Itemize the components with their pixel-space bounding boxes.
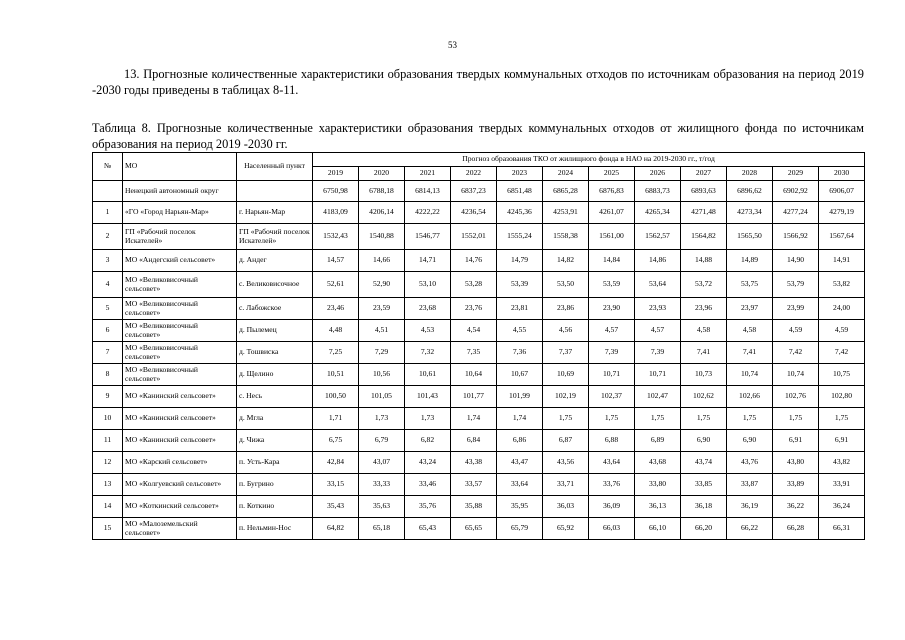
row-value: 4183,09 <box>313 202 359 224</box>
table-row <box>93 496 865 518</box>
row-value: 53,72 <box>681 272 727 298</box>
row-value: 43,80 <box>773 452 819 474</box>
row-number: 6 <box>93 320 123 342</box>
row-value: 64,82 <box>313 518 359 540</box>
row-value: 35,88 <box>451 496 497 518</box>
table-row <box>93 452 865 474</box>
row-value: 6,88 <box>589 430 635 452</box>
row-value: 33,46 <box>405 474 451 496</box>
row-value: 36,19 <box>727 496 773 518</box>
row-value: 33,71 <box>543 474 589 496</box>
row-value: 7,35 <box>451 342 497 364</box>
row-value: 53,28 <box>451 272 497 298</box>
row-value: 65,92 <box>543 518 589 540</box>
row-value: 35,63 <box>359 496 405 518</box>
row-value: 6837,23 <box>451 181 497 202</box>
row-number: 8 <box>93 364 123 386</box>
row-value: 1540,88 <box>359 224 405 250</box>
row-value: 6,90 <box>681 430 727 452</box>
header-year: 2022 <box>451 167 497 181</box>
row-value: 33,76 <box>589 474 635 496</box>
row-value: 65,65 <box>451 518 497 540</box>
row-value: 23,81 <box>497 298 543 320</box>
row-value: 1,75 <box>819 408 865 430</box>
row-value: 14,66 <box>359 250 405 272</box>
row-mo: ГП «Рабочий поселок Искателей» <box>123 224 237 250</box>
table-row <box>93 250 865 272</box>
row-value: 14,71 <box>405 250 451 272</box>
row-value: 101,99 <box>497 386 543 408</box>
row-value: 23,59 <box>359 298 405 320</box>
row-value: 53,79 <box>773 272 819 298</box>
row-value: 1,71 <box>313 408 359 430</box>
row-value: 1,74 <box>451 408 497 430</box>
row-value: 52,61 <box>313 272 359 298</box>
row-mo: МО «Великовисочный сельсовет» <box>123 298 237 320</box>
row-value: 66,22 <box>727 518 773 540</box>
row-value: 6876,83 <box>589 181 635 202</box>
row-value: 43,68 <box>635 452 681 474</box>
row-value: 4261,07 <box>589 202 635 224</box>
row-value: 102,37 <box>589 386 635 408</box>
row-value: 4277,24 <box>773 202 819 224</box>
row-settlement: п. Бугрино <box>237 474 313 496</box>
row-value: 6,91 <box>819 430 865 452</box>
row-number: 7 <box>93 342 123 364</box>
row-value: 6865,28 <box>543 181 589 202</box>
row-value: 6851,48 <box>497 181 543 202</box>
row-settlement: д. Пылемец <box>237 320 313 342</box>
row-value: 33,57 <box>451 474 497 496</box>
row-value: 7,39 <box>635 342 681 364</box>
row-settlement: д. Андег <box>237 250 313 272</box>
row-value: 4,58 <box>727 320 773 342</box>
row-value: 43,38 <box>451 452 497 474</box>
header-year: 2025 <box>589 167 635 181</box>
table-row <box>93 474 865 496</box>
row-value: 4265,34 <box>635 202 681 224</box>
row-value: 7,32 <box>405 342 451 364</box>
row-mo: МО «Коткинский сельсовет» <box>123 496 237 518</box>
row-mo: МО «Канинский сельсовет» <box>123 408 237 430</box>
row-value: 6893,63 <box>681 181 727 202</box>
row-value: 4,55 <box>497 320 543 342</box>
row-value: 14,88 <box>681 250 727 272</box>
row-value: 4236,54 <box>451 202 497 224</box>
row-settlement: с. Несь <box>237 386 313 408</box>
row-value: 1,75 <box>635 408 681 430</box>
row-value: 7,29 <box>359 342 405 364</box>
row-settlement <box>237 181 313 202</box>
row-value: 1,74 <box>497 408 543 430</box>
row-value: 10,61 <box>405 364 451 386</box>
row-value: 4273,34 <box>727 202 773 224</box>
header-year: 2028 <box>727 167 773 181</box>
row-value: 4,48 <box>313 320 359 342</box>
row-number: 5 <box>93 298 123 320</box>
row-value: 1532,43 <box>313 224 359 250</box>
header-year: 2027 <box>681 167 727 181</box>
forecast-table <box>92 152 865 540</box>
row-value: 1552,01 <box>451 224 497 250</box>
row-value: 4206,14 <box>359 202 405 224</box>
row-value: 43,74 <box>681 452 727 474</box>
row-value: 6,90 <box>727 430 773 452</box>
row-value: 14,76 <box>451 250 497 272</box>
table-row <box>93 408 865 430</box>
row-value: 43,76 <box>727 452 773 474</box>
row-value: 36,18 <box>681 496 727 518</box>
row-value: 1562,57 <box>635 224 681 250</box>
row-value: 7,37 <box>543 342 589 364</box>
row-value: 43,24 <box>405 452 451 474</box>
row-value: 33,89 <box>773 474 819 496</box>
row-value: 36,09 <box>589 496 635 518</box>
row-value: 4,58 <box>681 320 727 342</box>
row-value: 6906,07 <box>819 181 865 202</box>
row-value: 7,39 <box>589 342 635 364</box>
row-value: 14,57 <box>313 250 359 272</box>
row-mo: МО «Великовисочный сельсовет» <box>123 342 237 364</box>
row-value: 1546,77 <box>405 224 451 250</box>
row-value: 10,69 <box>543 364 589 386</box>
row-value: 6,84 <box>451 430 497 452</box>
row-settlement: п. Усть-Кара <box>237 452 313 474</box>
row-value: 43,47 <box>497 452 543 474</box>
row-value: 14,84 <box>589 250 635 272</box>
row-value: 10,74 <box>727 364 773 386</box>
table-header-row <box>93 153 865 167</box>
row-value: 14,82 <box>543 250 589 272</box>
row-value: 1,75 <box>681 408 727 430</box>
row-number: 1 <box>93 202 123 224</box>
row-value: 10,74 <box>773 364 819 386</box>
table-caption: Таблица 8. Прогнозные количественные характеристики образования твердых коммунальных отходов от жилищного фонда по источникам образования на период 2019 -2030 гг. <box>92 121 864 151</box>
row-number: 14 <box>93 496 123 518</box>
row-value: 14,89 <box>727 250 773 272</box>
row-value: 6896,62 <box>727 181 773 202</box>
table-row <box>93 342 865 364</box>
header-year: 2019 <box>313 167 359 181</box>
row-value: 65,18 <box>359 518 405 540</box>
row-value: 33,33 <box>359 474 405 496</box>
row-value: 1,75 <box>543 408 589 430</box>
row-mo: МО «Великовисочный сельсовет» <box>123 364 237 386</box>
row-mo: МО «Андегский сельсовет» <box>123 250 237 272</box>
row-value: 102,66 <box>727 386 773 408</box>
row-settlement: п. Коткино <box>237 496 313 518</box>
row-value: 101,05 <box>359 386 405 408</box>
row-number: 13 <box>93 474 123 496</box>
row-number: 12 <box>93 452 123 474</box>
row-value: 102,76 <box>773 386 819 408</box>
row-value: 7,41 <box>727 342 773 364</box>
row-value: 42,84 <box>313 452 359 474</box>
row-value: 1,73 <box>359 408 405 430</box>
row-value: 7,42 <box>819 342 865 364</box>
row-value: 4245,36 <box>497 202 543 224</box>
table-row <box>93 181 865 202</box>
row-value: 52,90 <box>359 272 405 298</box>
header-year: 2021 <box>405 167 451 181</box>
header-year: 2026 <box>635 167 681 181</box>
row-value: 102,47 <box>635 386 681 408</box>
row-value: 33,85 <box>681 474 727 496</box>
row-number: 3 <box>93 250 123 272</box>
row-mo: МО «Великовисочный сельсовет» <box>123 320 237 342</box>
row-value: 66,03 <box>589 518 635 540</box>
row-value: 65,79 <box>497 518 543 540</box>
row-value: 10,67 <box>497 364 543 386</box>
intro-paragraph <box>92 66 864 98</box>
row-value: 1561,00 <box>589 224 635 250</box>
row-value: 35,43 <box>313 496 359 518</box>
row-value: 4,53 <box>405 320 451 342</box>
row-value: 101,43 <box>405 386 451 408</box>
row-value: 4,54 <box>451 320 497 342</box>
row-value: 53,82 <box>819 272 865 298</box>
header-year: 2023 <box>497 167 543 181</box>
row-value: 65,43 <box>405 518 451 540</box>
row-value: 4222,22 <box>405 202 451 224</box>
row-value: 24,00 <box>819 298 865 320</box>
row-value: 23,76 <box>451 298 497 320</box>
row-value: 10,64 <box>451 364 497 386</box>
row-number: 4 <box>93 272 123 298</box>
row-settlement: п. Нельмин-Нос <box>237 518 313 540</box>
row-value: 10,71 <box>635 364 681 386</box>
header-forecast: Прогноз образования ТКО от жилищного фонда в НАО на 2019-2030 гг., т/год <box>313 153 865 167</box>
row-value: 14,86 <box>635 250 681 272</box>
row-mo: МО «Канинский сельсовет» <box>123 386 237 408</box>
row-value: 33,91 <box>819 474 865 496</box>
row-value: 4,59 <box>819 320 865 342</box>
row-value: 4,51 <box>359 320 405 342</box>
table-row <box>93 320 865 342</box>
row-settlement: д. Щелино <box>237 364 313 386</box>
row-value: 53,75 <box>727 272 773 298</box>
row-settlement: д. Чижа <box>237 430 313 452</box>
table-row <box>93 224 865 250</box>
header-num: № <box>93 153 123 181</box>
row-value: 102,80 <box>819 386 865 408</box>
row-value: 66,31 <box>819 518 865 540</box>
row-value: 6788,18 <box>359 181 405 202</box>
header-year: 2024 <box>543 167 589 181</box>
header-settlement: Населенный пункт <box>237 153 313 181</box>
row-settlement: д. Мгла <box>237 408 313 430</box>
row-value: 35,95 <box>497 496 543 518</box>
row-value: 10,71 <box>589 364 635 386</box>
row-value: 14,79 <box>497 250 543 272</box>
row-value: 1,75 <box>773 408 819 430</box>
row-mo: МО «Великовисочный сельсовет» <box>123 272 237 298</box>
row-value: 4,59 <box>773 320 819 342</box>
header-year: 2020 <box>359 167 405 181</box>
row-value: 4,57 <box>589 320 635 342</box>
row-value: 1555,24 <box>497 224 543 250</box>
row-number: 9 <box>93 386 123 408</box>
row-value: 4,57 <box>635 320 681 342</box>
row-value: 10,75 <box>819 364 865 386</box>
row-mo: «ГО «Город Нарьян-Мар» <box>123 202 237 224</box>
table-row <box>93 202 865 224</box>
row-value: 7,42 <box>773 342 819 364</box>
row-mo: Ненецкий автономный округ <box>123 181 237 202</box>
row-settlement: с. Великовисочное <box>237 272 313 298</box>
row-settlement: с. Лабожское <box>237 298 313 320</box>
table-row <box>93 430 865 452</box>
row-value: 36,22 <box>773 496 819 518</box>
row-value: 36,24 <box>819 496 865 518</box>
row-mo: МО «Колгуевский сельсовет» <box>123 474 237 496</box>
row-value: 100,50 <box>313 386 359 408</box>
table-row <box>93 386 865 408</box>
row-value: 6902,92 <box>773 181 819 202</box>
row-value: 6,79 <box>359 430 405 452</box>
row-value: 43,82 <box>819 452 865 474</box>
row-value: 1564,82 <box>681 224 727 250</box>
row-value: 102,19 <box>543 386 589 408</box>
row-value: 66,10 <box>635 518 681 540</box>
row-value: 53,50 <box>543 272 589 298</box>
table-row <box>93 272 865 298</box>
table-row <box>93 518 865 540</box>
row-value: 53,64 <box>635 272 681 298</box>
row-value: 14,91 <box>819 250 865 272</box>
row-value: 6,82 <box>405 430 451 452</box>
row-value: 4279,19 <box>819 202 865 224</box>
row-value: 23,86 <box>543 298 589 320</box>
page-number: 53 <box>448 40 457 50</box>
row-value: 14,90 <box>773 250 819 272</box>
row-value: 1566,92 <box>773 224 819 250</box>
row-value: 53,39 <box>497 272 543 298</box>
row-value: 10,73 <box>681 364 727 386</box>
row-value: 23,96 <box>681 298 727 320</box>
row-value: 53,10 <box>405 272 451 298</box>
intro-paragraph-text: 13. Прогнозные количественные характеристики образования твердых коммунальных отходов по источникам образования на период 2019 -2030 годы приведены в таблицах 8-11. <box>92 67 864 97</box>
header-year: 2029 <box>773 167 819 181</box>
row-value: 1565,50 <box>727 224 773 250</box>
row-number: 15 <box>93 518 123 540</box>
row-value: 4271,48 <box>681 202 727 224</box>
row-mo: МО «Малоземельский сельсовет» <box>123 518 237 540</box>
row-value: 53,59 <box>589 272 635 298</box>
row-settlement: ГП «Рабочий поселок Искателей» <box>237 224 313 250</box>
row-value: 10,51 <box>313 364 359 386</box>
row-value: 33,64 <box>497 474 543 496</box>
row-value: 23,99 <box>773 298 819 320</box>
row-value: 33,80 <box>635 474 681 496</box>
table-row <box>93 298 865 320</box>
row-value: 1567,64 <box>819 224 865 250</box>
row-number: 10 <box>93 408 123 430</box>
row-value: 33,87 <box>727 474 773 496</box>
row-value: 7,36 <box>497 342 543 364</box>
row-value: 36,13 <box>635 496 681 518</box>
row-value: 6,75 <box>313 430 359 452</box>
row-value: 36,03 <box>543 496 589 518</box>
row-value: 7,41 <box>681 342 727 364</box>
row-value: 10,56 <box>359 364 405 386</box>
row-value: 101,77 <box>451 386 497 408</box>
row-value: 23,68 <box>405 298 451 320</box>
row-number: 11 <box>93 430 123 452</box>
row-value: 33,15 <box>313 474 359 496</box>
row-settlement: д. Тошвиска <box>237 342 313 364</box>
row-value: 4,56 <box>543 320 589 342</box>
row-value: 1558,38 <box>543 224 589 250</box>
header-mo: МО <box>123 153 237 181</box>
row-value: 66,20 <box>681 518 727 540</box>
row-value: 1,75 <box>727 408 773 430</box>
row-mo: МО «Канинский сельсовет» <box>123 430 237 452</box>
row-value: 1,73 <box>405 408 451 430</box>
row-value: 6750,98 <box>313 181 359 202</box>
row-value: 43,64 <box>589 452 635 474</box>
row-value: 6883,73 <box>635 181 681 202</box>
row-value: 6,86 <box>497 430 543 452</box>
row-value: 6,91 <box>773 430 819 452</box>
header-year: 2030 <box>819 167 865 181</box>
row-value: 66,28 <box>773 518 819 540</box>
row-value: 43,56 <box>543 452 589 474</box>
row-settlement: г. Нарьян-Мар <box>237 202 313 224</box>
row-number: 2 <box>93 224 123 250</box>
row-value: 6,87 <box>543 430 589 452</box>
row-value: 6,89 <box>635 430 681 452</box>
row-value: 102,62 <box>681 386 727 408</box>
row-value: 4253,91 <box>543 202 589 224</box>
row-mo: МО «Карский сельсовет» <box>123 452 237 474</box>
row-value: 35,76 <box>405 496 451 518</box>
row-value: 23,93 <box>635 298 681 320</box>
row-number <box>93 181 123 202</box>
row-value: 7,25 <box>313 342 359 364</box>
row-value: 23,97 <box>727 298 773 320</box>
row-value: 6814,13 <box>405 181 451 202</box>
row-value: 43,07 <box>359 452 405 474</box>
row-value: 23,90 <box>589 298 635 320</box>
table-row <box>93 364 865 386</box>
row-value: 1,75 <box>589 408 635 430</box>
row-value: 23,46 <box>313 298 359 320</box>
